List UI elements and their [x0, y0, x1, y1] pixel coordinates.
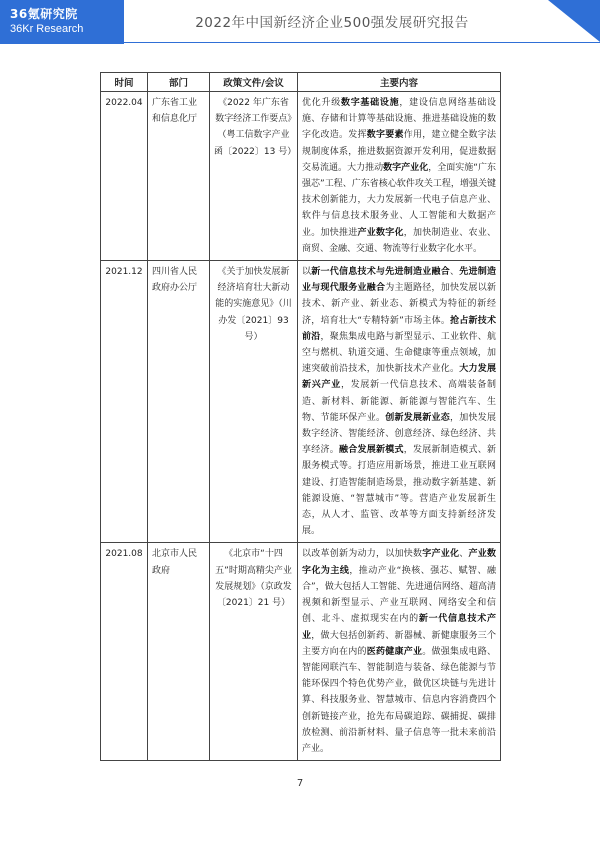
logo-english-name: 36Kr Research: [10, 23, 84, 35]
table-header-row: [101, 73, 501, 92]
content-text: 、: [449, 267, 460, 278]
brand-logo: [0, 0, 124, 44]
highlight-text: 医药健康产业: [366, 646, 423, 657]
table-row: [101, 261, 501, 543]
cell-main-content: [298, 543, 501, 761]
table-row: [101, 543, 501, 761]
highlight-text: 创新发展新业态: [385, 412, 450, 423]
cell-policy-document: 《2022 年广东省数字经济工作要点》（粤工信数字产业函〔2022〕13 号）: [210, 92, 298, 261]
policy-table: [100, 72, 501, 761]
cell-main-content: [298, 261, 501, 543]
cell-policy-document: 《北京市“十四五”时期高精尖产业发展规划》（京政发〔2021〕21 号）: [210, 543, 298, 761]
content-text: 优化升级: [302, 98, 341, 108]
cell-time: 2021.12: [101, 261, 148, 543]
logo-chinese-name: 36氪研究院: [10, 7, 78, 21]
content-text: ，聚焦集成电路与新型显示、工业软件、航空与燃机、轨道交通、生命健康等重点领域，加速突破前沿技术，加快新技术产业化。: [302, 331, 496, 375]
corner-decoration: [548, 0, 600, 42]
highlight-text: 数字基础设施: [340, 98, 400, 108]
highlight-text: 字产业化: [422, 549, 460, 560]
header-time: 时间: [101, 73, 148, 92]
cell-department: 广东省工业和信息化厅: [148, 92, 210, 261]
cell-main-content: [298, 92, 501, 261]
content-text: ，建设信息网络基础设施、存储和计算等基础设施、推进基础设施的数字化改造。发挥: [302, 98, 496, 141]
content-text: 。做强集成电路、智能网联汽车、智能制造与装备、绿色能源与节能环保四个特色优势产业，做优区块链与先进计算、科技服务业、智慧城市、信息内容消费四个创新链接产业，抢先布局碳追踪、碳捕捉、碳排放检测、前沿新材料、量子信息等一批未来前沿产业。: [302, 646, 496, 754]
cell-department: 四川省人民政府办公厅: [148, 261, 210, 543]
content-text: 以: [302, 267, 312, 278]
content-text: 、: [459, 549, 469, 560]
highlight-text: 产业数字化: [357, 227, 404, 238]
content-text: 为主题路径，加快发展以新技术、新产业、新业态、新模式为特征的新经济，培育壮大“专精特新”市场主体。: [302, 283, 496, 326]
cell-time: 2021.08: [101, 543, 148, 761]
content-text: ，加快发展数字经济、智能经济、创意经济、绿色经济、共享经济。: [302, 412, 496, 456]
document-title: 2022年中国新经济企业500强发展研究报告: [195, 15, 469, 31]
highlight-text: 新一代信息技术与先进制造业融合: [311, 267, 450, 278]
cell-department: 北京市人民政府: [148, 543, 210, 761]
header-policy-document: 政策文件/会议: [210, 73, 298, 92]
page-number: 7: [296, 778, 304, 789]
content-text: ，加快制造业、农业、商贸、金融、交通、物流等行业数字化水平。: [302, 227, 496, 254]
content-text: ，发展新一代信息技术、高端装备制造、新材料、新能源、新能源与智能汽车、生物、节能环保产业。: [302, 380, 496, 423]
content-text: 以改革创新为动力，以加快数: [302, 549, 423, 560]
highlight-text: 数字要素: [366, 130, 404, 141]
table-row: [101, 92, 501, 261]
header-department: 部门: [148, 73, 210, 92]
highlight-text: 先进制造业与现代服务业融合: [302, 267, 496, 294]
cell-time: 2022.04: [101, 92, 148, 261]
content-text: 作用，建立健全数字法规制度体系，推进数据资源开发利用，促进数据交易流通。大力推动: [302, 130, 496, 173]
content-text: ，做大包括创新药、新器械、新健康服务三个主要方向在内的: [302, 630, 496, 657]
highlight-text: 抢占新技术前沿: [302, 315, 496, 342]
content-text: ，全面实施“广东强芯”工程、广东省核心软件攻关工程，增强关键技术创新能力，大力发展新一代电子信息产业、软件与信息技术服务业、人工智能和大数据产业。加快推进: [302, 162, 496, 238]
header-divider: [124, 42, 600, 43]
header-main-content: 主要内容: [298, 73, 501, 92]
highlight-text: 新一代信息技术产业: [302, 614, 496, 641]
highlight-text: 数字产业化: [383, 162, 429, 173]
highlight-text: 融合发展新模式: [339, 445, 404, 456]
content-text: ，推动产业“换核、强芯、赋智、融合”，做大包括人工智能、先进通信网络、超高清视频和新型显示、产业互联网、网络安全和信创、北斗、虚拟现实在内的: [302, 565, 496, 625]
content-text: ，发展新制造模式、新服务模式等。打造应用新场景，推进工业互联网建设、打造智能制造场景，推动数字新基建、新能源设施、“智慧城市”等。营造产业发展新生态，从人才、监管、改革等方面支持新经济发展。: [302, 445, 496, 537]
highlight-text: 大力发展新兴产业: [302, 364, 496, 391]
cell-policy-document: 《关于加快发展新经济培育壮大新动能的实施意见》（川办发〔2021〕93 号）: [210, 261, 298, 543]
highlight-text: 产业数字化为主线: [302, 549, 496, 576]
